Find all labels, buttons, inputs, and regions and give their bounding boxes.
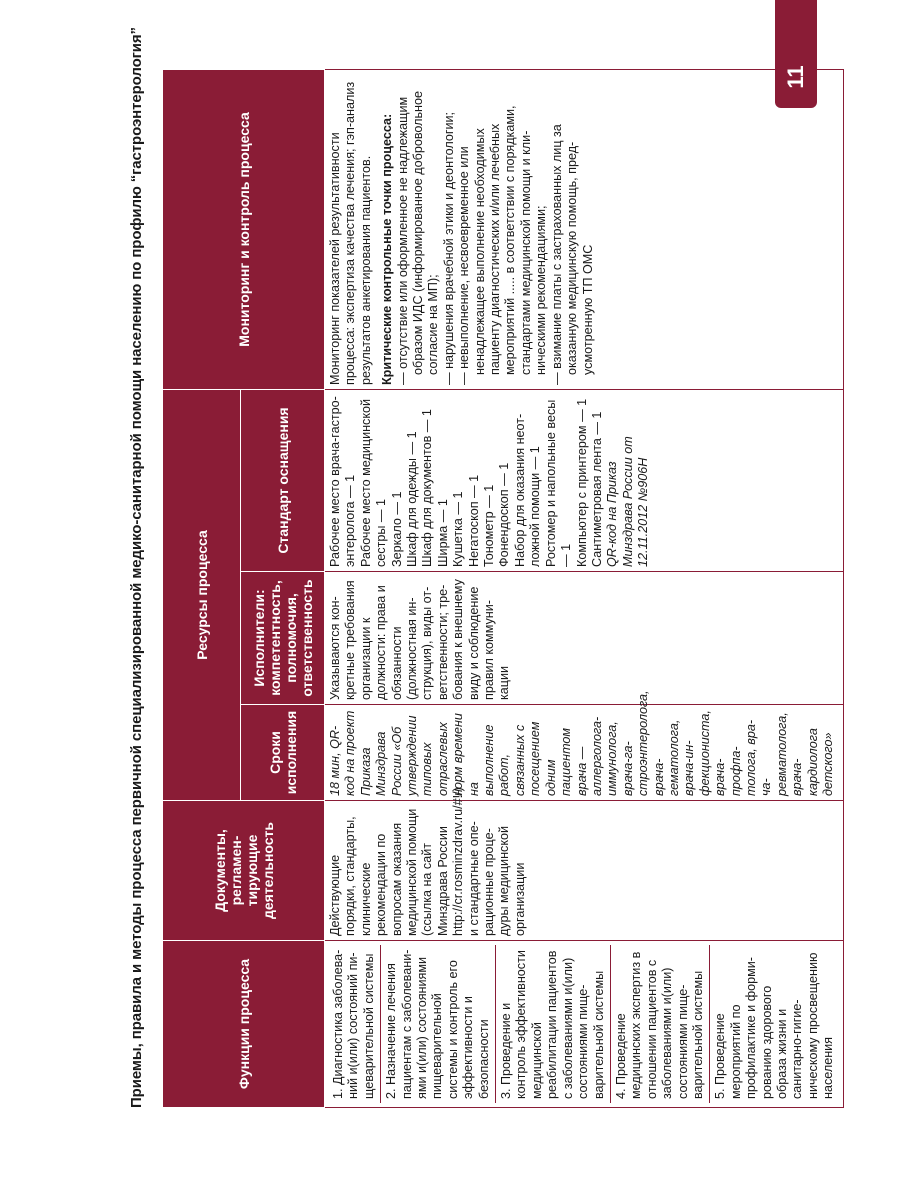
equipment-item: Ростомер и напольные весы — 1 [543,399,574,567]
equipment-cell [325,390,844,572]
equipment-item: Негатоскоп — 1 [466,474,481,567]
header-documents: Документы, регламентирующие деятельность [163,801,325,941]
header-resources: Ресурсы процесса [163,390,241,801]
header-monitoring: Мониторинг и контроль процесса [163,70,325,390]
function-item-5: 5. Проведение мероприятий по профилактике и формированию здорового образа жизни и санитарно-гигиеническому просвещению населения [709,945,839,1103]
documents-cell: Действующие порядки, стандарты, клинические рекомендации по вопросам оказания медицинской помощи (ссылка на сайт Минздрава России http://cr.rosminzdrav.ru/#!/) и стандартные операционные процедуры медицинской организации [325,801,844,941]
table-caption: Приемы, правила и методы процесса первичной специализированной медико-санитарной помощи населению по профилю “гастроэнтерология” [128,27,145,1108]
function-item-1: 1. Диагностика заболеваний и(или) состояний пищеварительной системы [331,949,376,1099]
equipment-item: Кушетка — 1 [451,491,466,567]
equipment-item: Набор для оказания неотложной помощи — 1 [512,413,543,567]
function-item-4: 4. Проведение медицинских экспертиз в отношении пациентов с заболеваниями и(или) состояниями пищеварительной системы [610,945,709,1103]
equipment-item: Шкаф для документов — 1 [420,409,435,567]
equipment-item: Шкаф для одежды — 1 [405,431,420,567]
header-executors: Исполнители: компетентность, полномочия, ответственность [241,572,325,705]
equipment-item: Фонендоскоп — 1 [497,462,512,567]
executors-cell: Указываются конкретные требования организации к должности: права и обязанности (должностная инструкция), виды ответственности; требования к внешнему виду и соблюдение правил коммуникации [325,572,844,705]
function-item-3: 3. Проведение и контроль эффективности медицинской реабилитации пациентов с заболеваниями и(или) состояниями пищеварительной системы [495,945,610,1103]
critical-point-item: — невыполнение, несвоевременное или ненадлежащее выполнение необходимых пациенту диагностических и/или лечебных мероприятий ..... в соответствии с порядками, стандартами медицинской помощи и клиническими рекомендациями; [457,105,549,385]
critical-point-item: — взимание платы с застрахованных лиц за оказанную медицинскую помощь, предусмотренную ТП ОМС [549,124,595,385]
equipment-item: Компьютер с принтером — 1 [574,398,589,567]
monitoring-intro: Мониторинг показателей результативности процесса: экспертиза качества лечения; гэп-анализ результатов анкетирования пациентов. [328,81,373,385]
equipment-item: Зеркало — 1 [389,491,404,567]
critical-point-item: — отсутствие или оформленное не надлежащим образом ИДС (информированное добровольное согласие на МП); [395,91,441,385]
equipment-item: Рабочее место врача-гастроэнтеролога — 1 [328,396,358,567]
critical-points-title: Критические контрольные точки процесса: [380,113,395,385]
process-table [162,69,844,1108]
header-terms: Сроки исполнения [241,705,325,801]
critical-point-item: — нарушения врачебной этики и деонтологии; [441,111,456,385]
equipment-note: QR-код на Приказ Минздрава России от 12.11.2012 №906Н [605,436,651,567]
header-equipment: Стандарт оснащения [241,390,325,572]
equipment-item: Рабочее место медицинской сестры — 1 [358,398,389,567]
terms-cell: 18 мин, QR-код на проект Приказа Минздрава России «Об утверждении типовых отраслевых норм времени на выполнение работ, связанных с посещением одним пациентом врача — аллерголога-иммунолога, врача-гастроэнтеролога, врача-гематолога, врача-инфекциониста, врача-профпатолога, врача-ревматолога, врача-кардиолога детского» [325,705,844,801]
equipment-item: Тонометр — 1 [482,484,497,567]
header-functions: Функции процесса [163,941,325,1108]
function-item-2: 2. Назначение лечения пациентам с заболеваниями и(или) состояниями пищеварительной системы и контроль его эффективности и безопасности [380,945,495,1103]
page-number: 11 [783,65,808,89]
equipment-item: Сантиметровая лента — 1 [589,411,604,567]
functions-cell [325,941,844,1108]
equipment-item: Ширма — 1 [435,499,450,567]
monitoring-cell [325,70,844,390]
